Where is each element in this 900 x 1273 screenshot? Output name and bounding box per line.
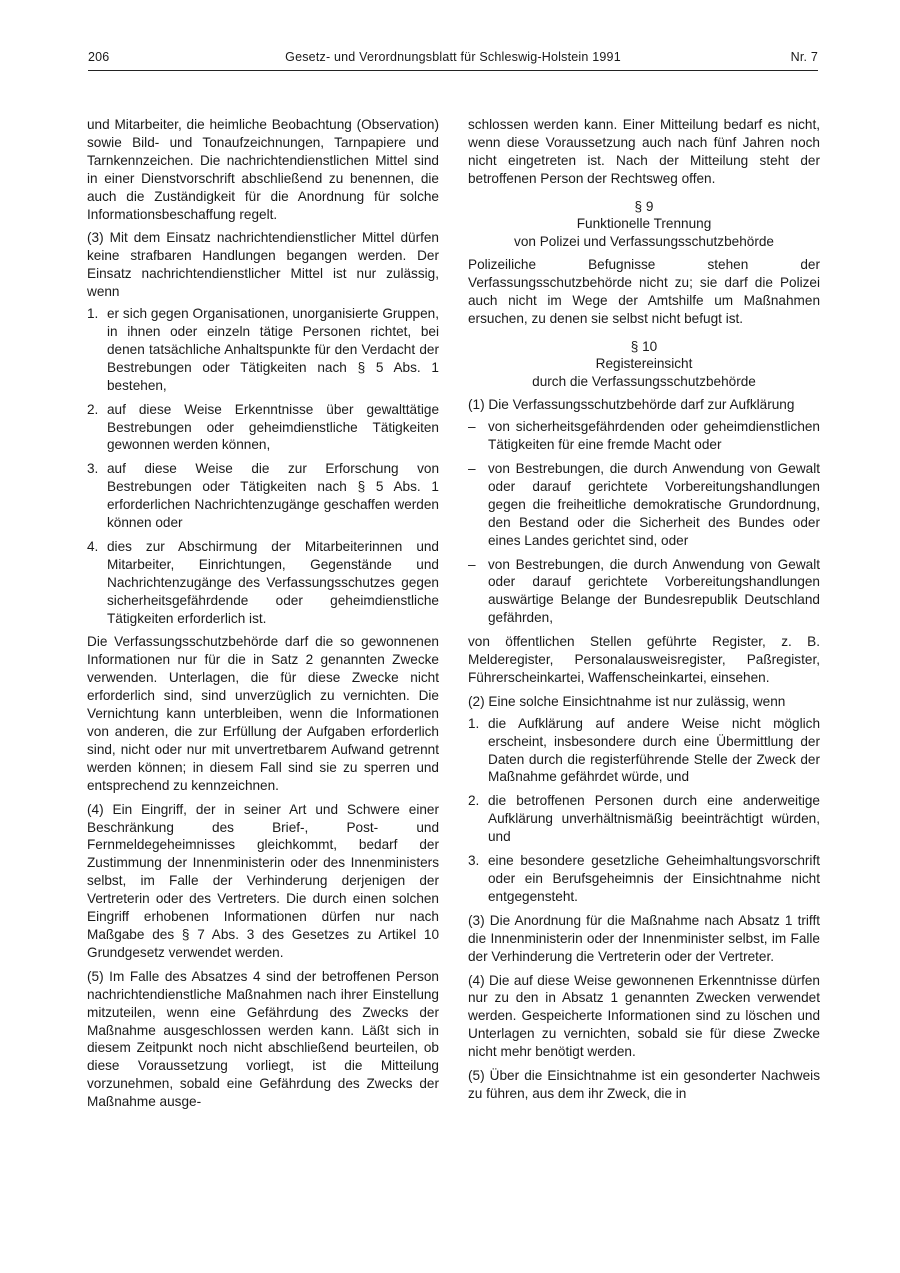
paragraph: Polizeiliche Befugnisse stehen der Verfassungsschutzbehörde nicht zu; sie darf die Polizei auch nicht im Wege der Amtshilfe um Maßnahmen ersuchen, zu denen sie selbst nicht befugt ist. — [468, 257, 820, 326]
section-heading-10 — [468, 338, 820, 391]
list-number: 1. — [87, 306, 99, 322]
list-number: 3. — [87, 461, 99, 477]
section-heading-9 — [468, 198, 820, 251]
list-number: 1. — [468, 715, 480, 731]
list-item — [468, 852, 820, 906]
section-title: von Polizei und Verfassungsschutzbehörde — [514, 233, 774, 249]
paragraph: (1) Die Verfassungsschutzbehörde darf zur Aufklärung — [468, 397, 795, 413]
paragraph: Die Verfassungsschutzbehörde darf die so gewonnenen Informationen nur für die in Satz 2 genannten Zwecke verwenden. Unterlagen, die für diese Zwecke nicht erforderlich sind, sind unverzüglich zu vernichten. Die Vernichtung kann unterbleiben, wenn die Informationen von anderen, die zur Erfüllung der Aufgaben erforderlich sind, nicht oder nur mit unvertretbarem Aufwand getrennt werden können; in diesem Fall sind sie zu sperren und entsprechend zu kennzeichnen. — [87, 634, 439, 793]
paragraph: von öffentlichen Stellen geführte Register, z. B. Melderegister, Personalausweisregister, Paßregister, Führerscheinkartei, Waffenscheinkartei, einsehen. — [468, 634, 820, 685]
dash-marker: – — [468, 556, 476, 572]
section-title: Funktionelle Trennung — [576, 216, 712, 232]
section-number: § 10 — [630, 338, 658, 354]
list-item — [468, 715, 820, 787]
paragraph: (3) Mit dem Einsatz nachrichtendienstlicher Mittel dürfen keine strafbaren Handlungen begangen werden. Der Einsatz nachrichtendienstlicher Mittel ist nur zulässig, wenn — [87, 230, 439, 300]
issue-number: Nr. 7 — [790, 50, 818, 64]
list-text: er sich gegen Organisationen, unorganisierte Gruppen, in ihnen oder einzeln tätige Personen richtet, bei denen tatsächliche Anhaltspunkte für den Verdacht der Bestrebungen oder Tätigkeiten nach § 5 Abs. 1 bestehen, — [107, 306, 439, 393]
right-column — [468, 116, 820, 1109]
list-text: auf diese Weise Erkenntnisse über gewalttätige Bestrebungen oder geheimdienstliche Tätigkeiten gewonnen werden können, — [107, 401, 439, 453]
list-item — [87, 538, 439, 628]
paragraph: (3) Die Anordnung für die Maßnahme nach Absatz 1 trifft die Innenministerin oder der Innenminister selbst, im Falle der Verhinderung die Vertreterin oder der Vertreter. — [468, 912, 820, 964]
section-title: Registereinsicht — [595, 356, 693, 372]
dash-text: von sicherheitsgefährdenden oder geheimdienstlichen Tätigkeiten für eine fremde Macht oder — [488, 419, 820, 453]
list-text: auf diese Weise die zur Erforschung von Bestrebungen oder Tätigkeiten nach § 5 Abs. 1 erforderlichen Nachrichtenzugänge geschaffen werden können oder — [107, 461, 439, 531]
list-text: die betroffenen Personen durch eine anderweitige Aufklärung unverhältnismäßig beeinträchtigt würden, und — [488, 793, 820, 845]
list-text: die Aufklärung auf andere Weise nicht möglich erscheint, insbesondere durch eine Übermittlung der Daten durch die registerführende Stelle der Zweck der Maßnahme gefährdet würde, und — [488, 715, 820, 785]
list-item — [468, 792, 820, 846]
dash-item — [468, 460, 820, 550]
list-item — [87, 460, 439, 532]
dash-marker: – — [468, 419, 476, 435]
list-item — [87, 305, 439, 395]
list-number: 2. — [87, 401, 99, 417]
list-number: 3. — [468, 853, 480, 869]
list-item — [87, 401, 439, 455]
page-header — [88, 50, 818, 68]
list-text: dies zur Abschirmung der Mitarbeiterinnen und Mitarbeiter, Einrichtungen, Gegenstände und Nachrichtenzugänge des Verfassungsschutzes gegen sicherheitsgefährdende oder geheimdienstliche Tätigkeiten erforderlich ist. — [107, 538, 439, 626]
section-number: § 9 — [634, 198, 654, 214]
section-title: durch die Verfassungsschutzbehörde — [532, 373, 756, 389]
list-number: 4. — [87, 538, 99, 554]
paragraph: (5) Über die Einsichtnahme ist ein gesonderter Nachweis zu führen, aus dem ihr Zweck, die in — [468, 1068, 820, 1101]
paragraph: (4) Ein Eingriff, der in seiner Art und Schwere einer Beschränkung des Brief-, Post- und Fernmeldegeheimnisses gleichkommt, bedarf der Zustimmung der Innenministerin oder des Innenministers selbst, im Falle der Verhinderung derjenigen der Vertreterin oder des Vertreters. Die durch einen solchen Eingriff erhobenen Informationen dürfen nur nach Maßgabe des § 7 Abs. 3 des Gesetzes zu Artikel 10 Grundgesetz verwendet werden. — [87, 801, 439, 960]
list-text: eine besondere gesetzliche Geheimhaltungsvorschrift oder ein Berufsgeheimnis der Einsichtnahme nicht entgegensteht. — [488, 853, 820, 904]
dash-text: von Bestrebungen, die durch Anwendung von Gewalt oder darauf gerichtete Vorbereitungshandlungen auswärtige Belange der Bundesrepublik Deutschland gefährden, — [488, 556, 820, 626]
publication-title: Gesetz- und Verordnungsblatt für Schleswig-Holstein 1991 — [285, 50, 621, 64]
dash-item — [468, 418, 820, 454]
dash-marker: – — [468, 460, 476, 476]
paragraph: (4) Die auf diese Weise gewonnenen Erkenntnisse dürfen nur zu den in Absatz 1 genannten Zwecken verwendet werden. Gespeicherte Informationen sind zu löschen und Unterlagen zu vernichten, sobald sie für diese Zwecke nicht mehr benötigt werden. — [468, 972, 820, 1060]
left-column — [87, 116, 439, 1117]
page-number: 206 — [88, 50, 110, 64]
dash-item — [468, 556, 820, 628]
header-rule — [88, 70, 818, 71]
paragraph: und Mitarbeiter, die heimliche Beobachtung (Observation) sowie Bild- und Tonaufzeichnungen, Tarnpapiere und Tarnkennzeichen. Die nachrichtendienstlichen Mittel sind in einer Dienstvorschrift abschließend zu benennen, die auch die Zuständigkeit für die Anordnung für solche Informationsbeschaffung regelt. — [87, 117, 439, 222]
paragraph: (5) Im Falle des Absatzes 4 sind der betroffenen Person nachrichtendienstliche Maßnahmen nach ihrer Einstellung mitzuteilen, wenn eine Gefährdung des Zwecks der Maßnahme ausgeschlossen werden kann. Läßt sich in diesem Zeitpunkt noch nicht abschließend beurteilen, ob diese Voraussetzung vorliegt, ist die Mitteilung vorzunehmen, sobald eine Gefährdung des Zwecks der Maßnahme ausge- — [87, 968, 439, 1110]
list-number: 2. — [468, 793, 480, 809]
paragraph: (2) Eine solche Einsichtnahme ist nur zulässig, wenn — [468, 693, 786, 709]
dash-text: von Bestrebungen, die durch Anwendung von Gewalt oder darauf gerichtete Vorbereitungshandlungen gegen die freiheitliche demokratische Grundordnung, den Bestand oder die Sicherheit des Bundes oder eines Landes gerichtet sind, oder — [488, 460, 820, 548]
paragraph: schlossen werden kann. Einer Mitteilung bedarf es nicht, wenn diese Voraussetzung auch nach fünf Jahren noch nicht eingetreten ist. Nach der Mitteilung steht der betroffenen Person der Rechtsweg offen. — [468, 117, 820, 186]
